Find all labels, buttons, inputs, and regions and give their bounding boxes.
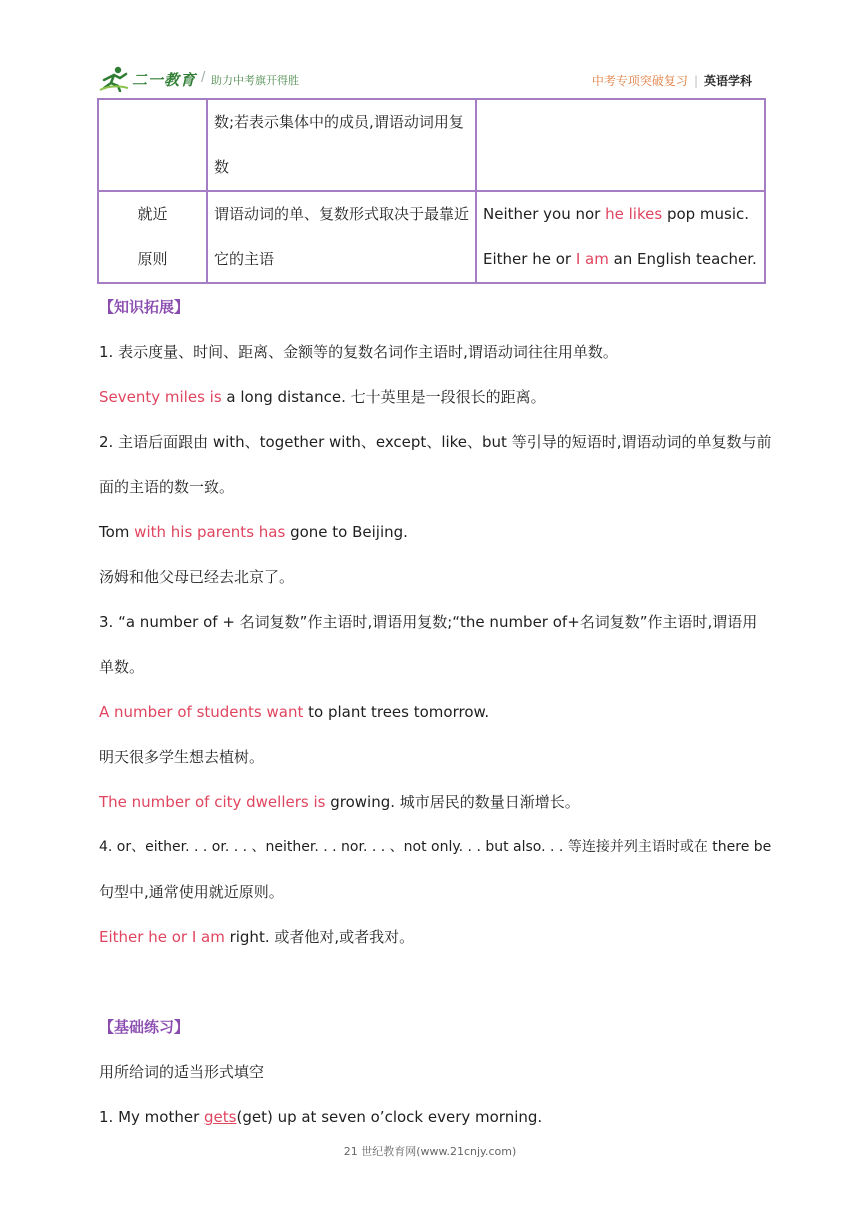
knowledge-point-4: 4. or、either. . . or. . . 、neither. . . nor. . . 、not only. . . but also. . . 等连接并列主语时或在 there be [99, 839, 772, 855]
cell-line [105, 100, 200, 145]
knowledge-point-4-cont: 句型中,通常使用就近原则。 [99, 883, 284, 901]
example-line [483, 237, 758, 282]
knowledge-point-3-cont: 单数。 [99, 658, 145, 676]
example-3 [99, 702, 489, 722]
table-cell-example [476, 191, 765, 283]
example-highlight: Either he or I am [99, 928, 225, 946]
cell-line: 数 [214, 158, 230, 176]
example-text: right. 或者他对,或者我对。 [224, 928, 415, 946]
page-footer: 21 世纪教育网(www.21cnjy.com) [343, 1145, 517, 1158]
example-highlight: The number of city dwellers is [99, 793, 326, 811]
practice-instruction: 用所给词的适当形式填空 [99, 1063, 265, 1081]
header-subject: 英语学科 [703, 74, 752, 88]
example-text: to plant trees tomorrow. [303, 703, 490, 721]
table-cell-example [476, 99, 765, 191]
table-cell-description [207, 191, 476, 283]
example-highlight: A number of students want [99, 703, 304, 721]
slogan-divider: / [201, 70, 206, 85]
example-highlight: Seventy miles is [99, 388, 222, 406]
rule-name-line: 就近 [137, 205, 168, 223]
table-cell-description [207, 99, 476, 191]
answer-blank: gets [204, 1108, 237, 1126]
example-highlight: I am [575, 250, 609, 268]
example-text: Tom [99, 523, 135, 541]
cell-line [483, 100, 758, 145]
example-2-translation: 汤姆和他父母已经去北京了。 [99, 568, 295, 586]
example-5 [99, 927, 414, 947]
example-3-translation: 明天很多学生想去植树。 [99, 748, 265, 766]
example-text: Either he or [483, 250, 576, 268]
cell-line [483, 145, 758, 190]
example-2 [99, 522, 408, 542]
example-1 [99, 387, 546, 407]
question-1 [99, 1107, 542, 1127]
example-text: a long distance. 七十英里是一段很长的距离。 [221, 388, 546, 406]
header-divider: | [693, 74, 698, 88]
header-category: 中考专项突破复习 [591, 74, 688, 88]
example-highlight: he likes [605, 205, 663, 223]
table-cell-rule-name [98, 191, 207, 283]
rules-table [97, 98, 766, 284]
example-text: gone to Beijing. [285, 523, 408, 541]
description-line: 谓语动词的单、复数形式取决于最靠近 [214, 205, 470, 223]
example-text: growing. 城市居民的数量日渐增长。 [325, 793, 580, 811]
runner-logo-icon [98, 66, 130, 92]
example-4 [99, 792, 580, 812]
example-highlight: with his parents has [134, 523, 286, 541]
knowledge-point-2: 2. 主语后面跟由 with、together with、except、like、but 等引导的短语时,谓语动词的单复数与前 [99, 433, 772, 451]
knowledge-heading: 【知识拓展】 [99, 298, 190, 316]
practice-heading: 【基础练习】 [99, 1018, 190, 1036]
logo-text: 二一教育 [132, 71, 197, 89]
knowledge-point-2-cont: 面的主语的数一致。 [99, 478, 235, 496]
rule-name-line: 原则 [137, 250, 168, 268]
table-row [98, 99, 765, 191]
example-text: Neither you nor [483, 205, 606, 223]
example-line [483, 192, 758, 237]
table-row [98, 191, 765, 283]
question-text: (get) up at seven o’clock every morning. [236, 1108, 543, 1126]
table-cell-rule-name [98, 99, 207, 191]
example-text: pop music. [662, 205, 750, 223]
page-header [98, 66, 762, 92]
description-line: 它的主语 [214, 250, 275, 268]
knowledge-point-1: 1. 表示度量、时间、距离、金额等的复数名词作主语时,谓语动词往往用单数。 [99, 343, 618, 361]
question-text: 1. My mother [99, 1108, 205, 1126]
knowledge-point-3: 3. “a number of + 名词复数”作主语时,谓语用复数;“the number of+名词复数”作主语时,谓语用 [99, 613, 758, 631]
header-slogan: 助力中考旗开得胜 [211, 74, 299, 87]
example-text: an English teacher. [608, 250, 757, 268]
cell-line [105, 145, 200, 190]
logo [98, 66, 218, 92]
header-right [592, 72, 752, 89]
cell-line: 数;若表示集体中的成员,谓语动词用复 [214, 113, 464, 131]
